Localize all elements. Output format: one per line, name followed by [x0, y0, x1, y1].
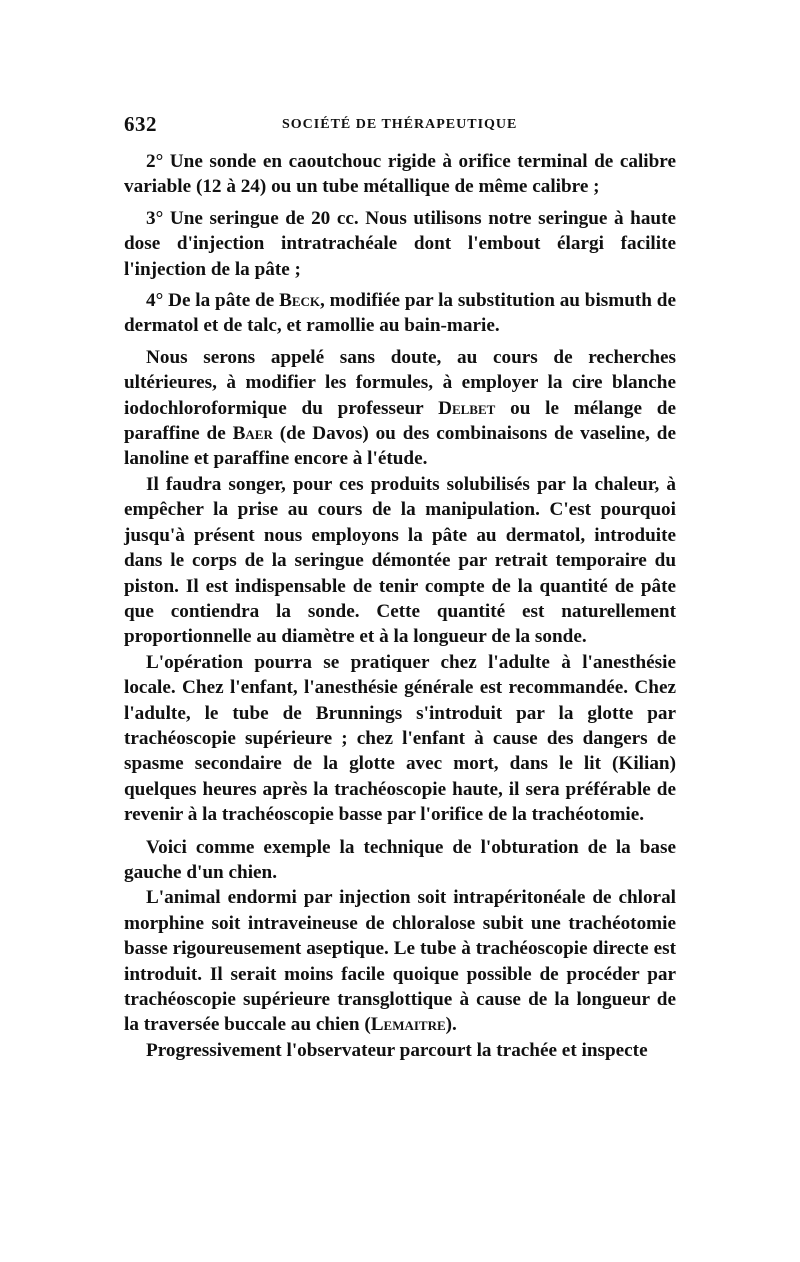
paragraph-animal — [124, 885, 676, 1037]
list-item-3: 3° Une seringue de 20 cc. Nous utilisons notre seringue à haute dose d'injection intratrachéale dont l'embout élargi facilite l'injection de la pâte ; — [124, 207, 676, 280]
paragraph-animal-b: ). — [445, 1014, 457, 1036]
list-item-4-text-b: , modifiée par la substitution au bismuth de dermatol et de talc, et ramollie au bain-marie. — [124, 290, 676, 337]
page-header — [124, 112, 676, 142]
paragraph-exemple: Voici comme exemple la technique de l'obturation de la base gauche d'un chien. — [124, 836, 676, 883]
paragraph-manipulation: Il faudra songer, pour ces produits solubilisés par la chaleur, à empêcher la prise au cours de la manipulation. C'est pourquoi jusqu'à présent nous employons la pâte au dermatol, introduite dans le corps de la seringue démontée par retrait temporaire du piston. Il est indispensable de tenir compte de la quantité de pâte que contiendra la sonde. Cette quantité est naturellement proportionnelle au diamètre et à la longueur de la sonde. — [124, 473, 676, 648]
author-name-beck: Beck — [279, 290, 321, 312]
author-name-baer: Baer — [232, 423, 273, 445]
paragraph-formules-a: Nous serons appelé sans doute, au cours de recherches ultérieures, à modifier les formules, à employer la cire blanche iodochloroformique du professeur — [124, 346, 676, 419]
list-item-2: 2° Une sonde en caoutchouc rigide à orifice terminal de calibre variable (12 à 24) ou un tube métallique de même calibre ; — [124, 151, 676, 198]
running-title: SOCIÉTÉ DE THÉRAPEUTIQUE — [282, 117, 518, 132]
paragraph-animal-a: L'animal endormi par injection soit intrapéritonéale de chloral morphine soit intraveineuse de chloralose subit une trachéotomie basse rigoureusement aseptique. Le tube à trachéoscopie directe est introduit. Il serait moins facile quoique possible de procéder par trachéoscopie supérieure transglottique à cause de la longueur de la traversée buccale au chien ( — [124, 887, 676, 1036]
author-name-lemaitre: Lemaitre — [370, 1014, 446, 1036]
paragraph-formules-b: ou le mélange de paraffine de — [124, 397, 676, 445]
paragraph-operation: L'opération pourra se pratiquer chez l'adulte à l'anesthésie locale. Chez l'enfant, l'anesthésie générale est recommandée. Chez l'adulte, le tube de Brunnings s'introduit par la glotte par trachéoscopie supérieure ; chez l'enfant à cause des dangers de spasme secondaire de la glotte avec mort, dans le lit (Kilian) quelques heures après la trachéoscopie haute, il sera préférable de revenir à la trachéoscopie basse par l'orifice de la trachéotomie. — [124, 651, 676, 826]
list-item-4-text-a: 4° De la pâte de — [146, 290, 280, 312]
paragraph-formules-c: (de Davos) ou des combinaisons de vaseline, de lanoline et paraffine encore à l'étude. — [124, 423, 676, 470]
body-text — [124, 149, 676, 1063]
list-item-4 — [124, 288, 676, 339]
paragraph-progressivement: Progressivement l'observateur parcourt la trachée et inspecte — [146, 1039, 648, 1061]
author-name-delbet: Delbet — [438, 397, 496, 419]
paragraph-formules — [124, 345, 676, 472]
page-number: 632 — [124, 112, 157, 136]
